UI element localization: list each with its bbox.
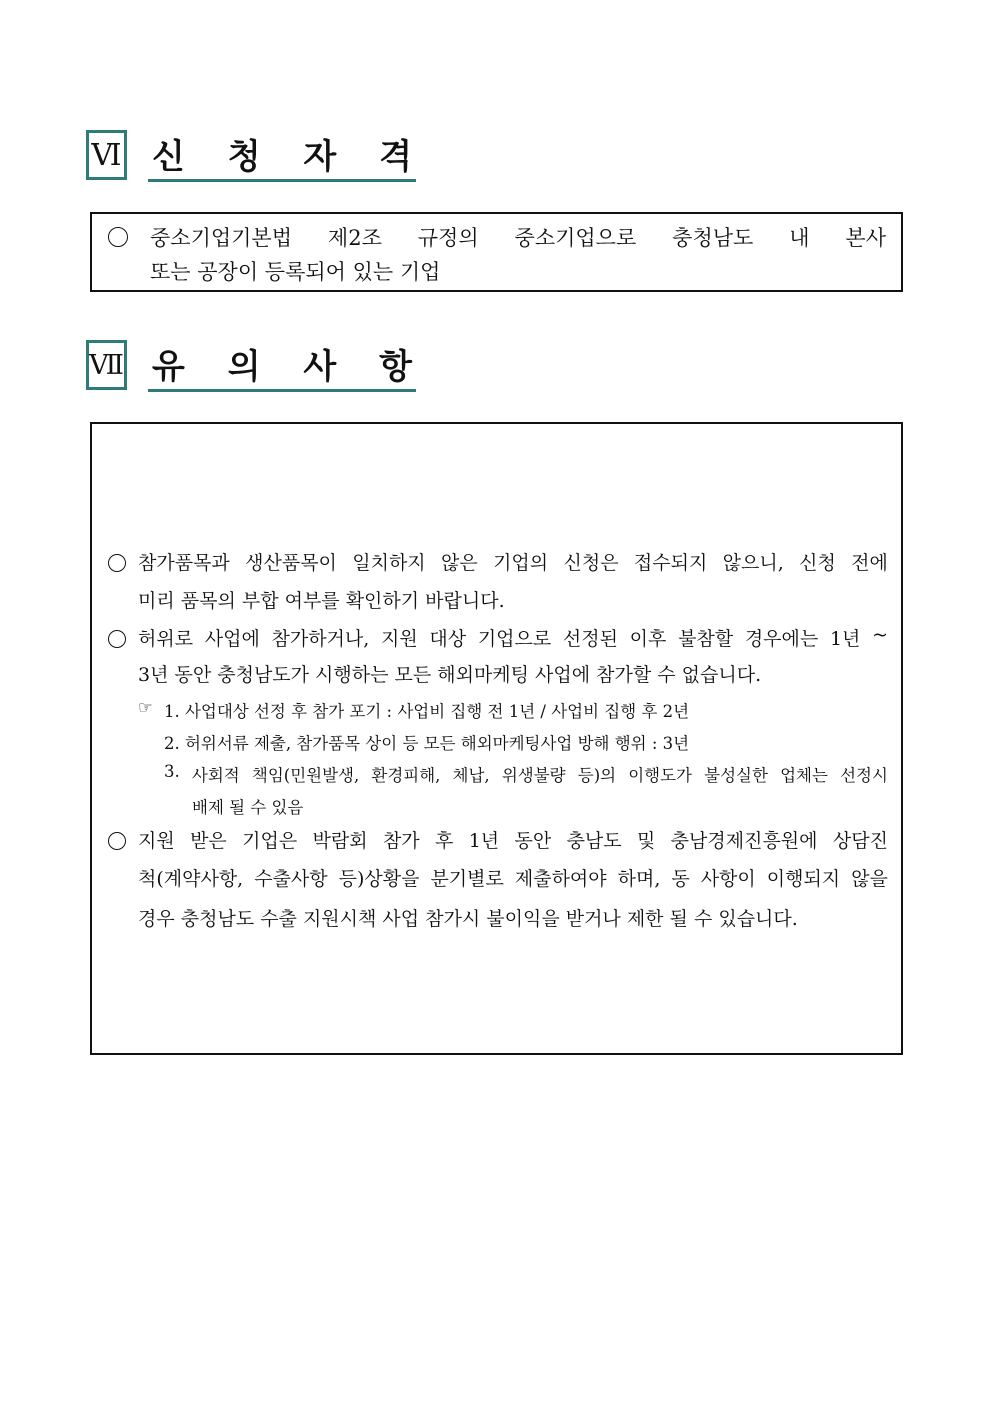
title-char: 의 (227, 347, 261, 387)
note-1-line-1: 참가품목과 생산품목이 일치하지 않은 기업의 신청은 접수되지 않으니, 신청 전에 (138, 552, 888, 574)
section-7-number: Ⅶ (86, 340, 127, 390)
note-1-line-2: 미리 품목의 부합 여부를 확인하기 바랍니다. (138, 590, 505, 612)
title-char: 사 (303, 347, 337, 387)
title-char: 유 (152, 347, 185, 387)
bullet-circle-icon (108, 630, 126, 648)
bullet-circle-icon (108, 227, 128, 247)
pointing-hand-icon: ☞ (138, 698, 153, 717)
note-2-line-1: 허위로 사업에 참가하거나, 지원 대상 기업으로 선정된 이후 불참할 경우에는 1년 ~ (138, 624, 888, 650)
bullet-circle-icon (108, 832, 126, 850)
section-7-title (148, 340, 416, 392)
note-2-sub-3-line-1: 3. 사회적 책임(민원발생, 환경피해, 체납, 위생불량 등)의 이행도가 불성실한 업체는 선정시 (164, 762, 888, 785)
section-6-header (86, 130, 418, 184)
note-3-line-3: 경우 충청남도 수출 지원시책 사업 참가시 불이익을 받거나 제한 될 수 있습니다. (138, 908, 798, 930)
title-char: 자 (303, 137, 337, 177)
eligibility-box (90, 212, 903, 292)
note-2-line-2: 3년 동안 충청남도가 시행하는 모든 해외마케팅 사업에 참가할 수 없습니다. (138, 664, 762, 686)
title-char: 신 (152, 137, 185, 177)
notes-box (90, 422, 903, 1055)
section-7-header (86, 340, 418, 394)
eligibility-line-2: 또는 공장이 등록되어 있는 기업 (150, 260, 441, 284)
title-char: 항 (379, 347, 412, 387)
note-2-sub-1: 1. 사업대상 선정 후 참가 포기 : 사업비 집행 전 1년 / 사업비 집행 후 2년 (164, 702, 690, 721)
section-6-number: Ⅵ (86, 130, 127, 180)
note-3-line-2: 척(계약사항, 수출사항 등)상황을 분기별로 제출하여야 하며, 동 사항이 이행되지 않을 (138, 868, 888, 890)
title-char: 격 (379, 137, 412, 177)
note-2-sub-2: 2. 허위서류 제출, 참가품목 상이 등 모든 해외마케팅사업 방해 행위 : 3년 (164, 734, 690, 753)
eligibility-line-1: 중소기업기본법 제2조 규정의 중소기업으로 충청남도 내 본사 (150, 226, 886, 250)
note-3-line-1: 지원 받은 기업은 박람회 참가 후 1년 동안 충남도 및 충남경제진흥원에 상담진 (138, 830, 888, 852)
bullet-circle-icon (108, 554, 126, 572)
section-6-title (148, 130, 416, 182)
note-2-sub-3-line-2: 배제 될 수 있음 (192, 798, 304, 817)
title-char: 청 (227, 137, 261, 177)
